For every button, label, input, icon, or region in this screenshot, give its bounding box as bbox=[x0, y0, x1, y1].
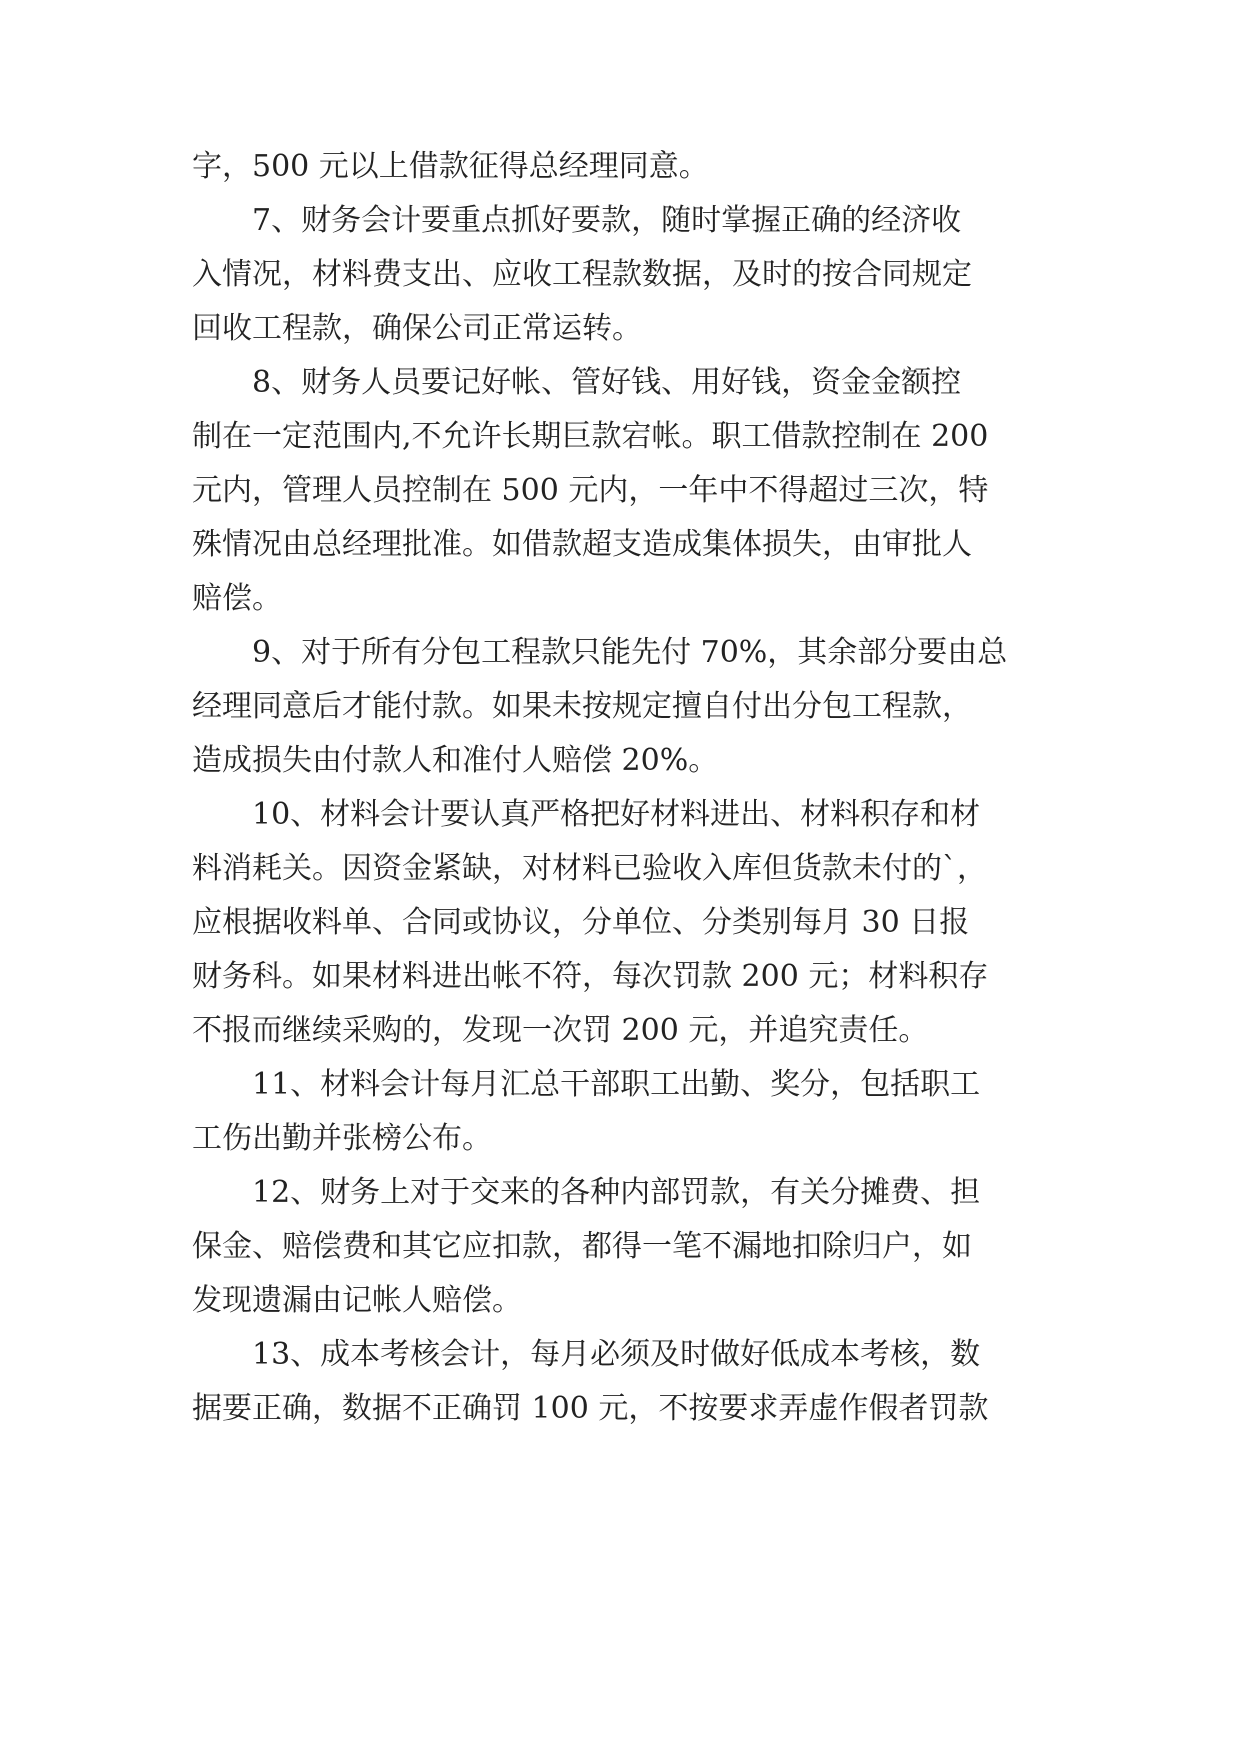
text-line: 回收工程款，确保公司正常运转。 bbox=[192, 311, 642, 346]
text-line: 元内，管理人员控制在 500 元内，一年中不得超过三次，特 bbox=[192, 473, 989, 508]
text-line: 发现遗漏由记帐人赔偿。 bbox=[192, 1283, 522, 1318]
text-line: 赔偿。 bbox=[192, 581, 282, 616]
text-line: 入情况，材料费支出、应收工程款数据，及时的按合同规定 bbox=[192, 257, 972, 292]
text-line: 据要正确，数据不正确罚 100 元，不按要求弄虚作假者罚款 bbox=[192, 1391, 989, 1426]
paragraph-first-line: 7、财务会计要重点抓好要款，随时掌握正确的经济收 bbox=[252, 203, 962, 238]
paragraph-first-line: 13、成本考核会计，每月必须及时做好低成本考核，数 bbox=[252, 1337, 981, 1372]
text-line: 造成损失由付款人和准付人赔偿 20%。 bbox=[192, 743, 719, 778]
text-line: 保金、赔偿费和其它应扣款，都得一笔不漏地扣除归户，如 bbox=[192, 1229, 972, 1264]
paragraph-first-line: 8、财务人员要记好帐、管好钱、用好钱，资金金额控 bbox=[252, 365, 962, 400]
paragraph-first-line: 11、材料会计每月汇总干部职工出勤、奖分，包括职工 bbox=[252, 1067, 981, 1102]
text-line: 工伤出勤并张榜公布。 bbox=[192, 1121, 492, 1156]
text-line: 制在一定范围内,不允许长期巨款宕帐。职工借款控制在 200 bbox=[192, 419, 989, 454]
text-line: 应根据收料单、合同或协议，分单位、分类别每月 30 日报 bbox=[192, 905, 970, 940]
paragraph-first-line: 12、财务上对于交来的各种内部罚款，有关分摊费、担 bbox=[252, 1175, 981, 1210]
text-line: 殊情况由总经理批准。如借款超支造成集体损失，由审批人 bbox=[192, 527, 972, 562]
text-line: 经理同意后才能付款。如果未按规定擅自付出分包工程款， bbox=[192, 689, 972, 724]
text-line: 料消耗关。因资金紧缺，对材料已验收入库但货款未付的`， bbox=[192, 851, 987, 886]
text-line: 不报而继续采购的，发现一次罚 200 元，并追究责任。 bbox=[192, 1013, 929, 1048]
paragraph-first-line: 9、对于所有分包工程款只能先付 70%，其余部分要由总 bbox=[252, 635, 1008, 670]
paragraph-first-line: 10、材料会计要认真严格把好材料进出、材料积存和材 bbox=[252, 797, 981, 832]
text-line: 财务科。如果材料进出帐不符，每次罚款 200 元；材料积存 bbox=[192, 959, 989, 994]
text-line: 字，500 元以上借款征得总经理同意。 bbox=[192, 149, 709, 184]
